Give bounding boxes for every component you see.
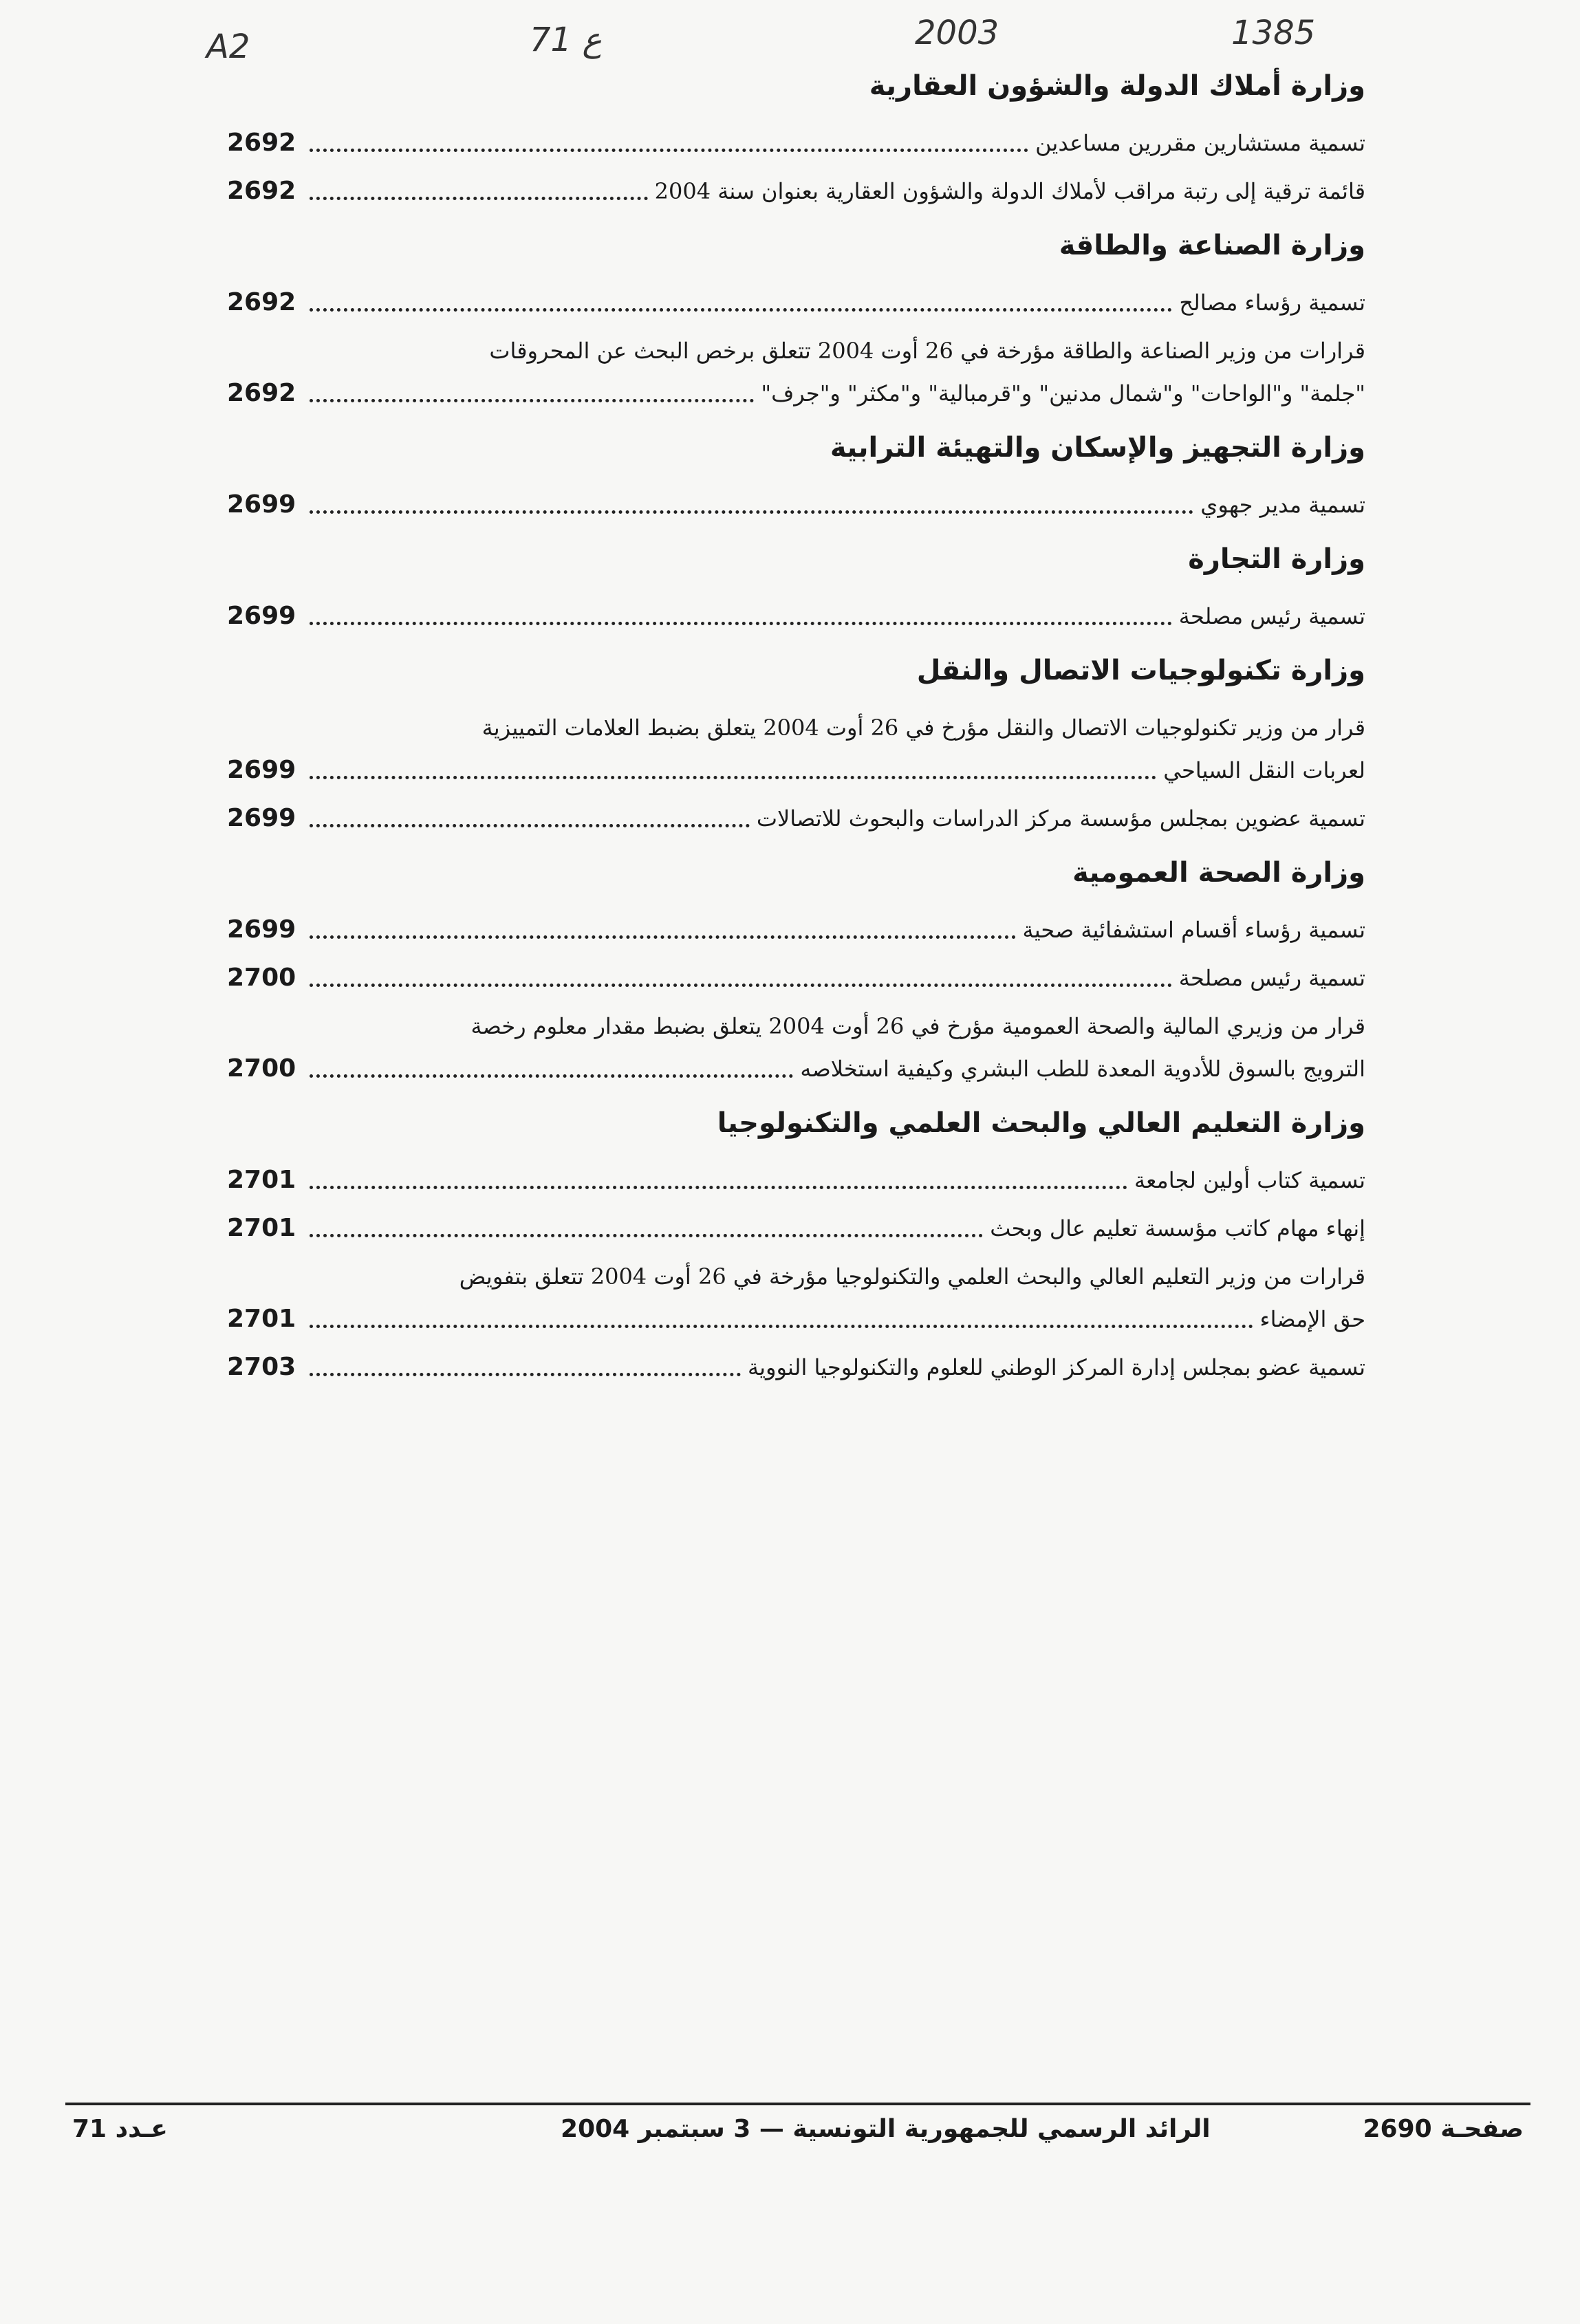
dot-leader xyxy=(310,824,750,827)
entry-text: تسمية عضوين بمجلس مؤسسة مركز الدراسات والبحوث للاتصالات xyxy=(756,805,1365,832)
entry-page-number: 2699 xyxy=(227,602,296,630)
entry-page-number: 2701 xyxy=(227,1214,296,1242)
toc-entry[interactable] xyxy=(227,170,1365,213)
entry-page-number: 2701 xyxy=(227,1305,296,1333)
toc-entry[interactable] xyxy=(227,484,1365,526)
entry-page-number: 2699 xyxy=(227,915,296,944)
handwritten-a2: A2 xyxy=(206,28,250,66)
ministry-section xyxy=(227,427,1365,526)
dot-leader xyxy=(310,776,1156,779)
toc-entry[interactable] xyxy=(227,281,1365,324)
entry-text: حق الإمضاء xyxy=(1259,1306,1365,1332)
entry-text: تسمية رؤساء أقسام استشفائية صحية xyxy=(1022,917,1365,943)
issue-number: عـدد 71 xyxy=(72,2115,168,2143)
entry-page-number: 2700 xyxy=(227,964,296,992)
entry-page-number: 2692 xyxy=(227,129,296,157)
entry-text-lead: قرارات من وزير الصناعة والطاقة مؤرخة في 26 أوت 2004 تتعلق برخص البحث عن المحروقات xyxy=(489,338,1365,364)
ministry-section xyxy=(227,852,1365,1090)
entry-page-number: 2700 xyxy=(227,1054,296,1083)
handwritten-number: 1385 xyxy=(1231,14,1316,52)
dot-leader xyxy=(310,1373,741,1376)
handwritten-year: 2003 xyxy=(915,14,999,52)
ministry-heading: وزارة الصناعة والطاقة xyxy=(1059,230,1365,261)
page-number: صفحـة 2690 xyxy=(1363,2115,1524,2143)
entry-text-lead: قرارات من وزير التعليم العالي والبحث العلمي والتكنولوجيا مؤرخة في 26 أوت 2004 تتعلق بتفويض xyxy=(459,1263,1365,1290)
toc-entry[interactable] xyxy=(227,797,1365,840)
journal-title: الرائد الرسمي للجمهورية التونسية — 3 سبتمبر 2004 xyxy=(561,2115,1211,2143)
ministry-heading: وزارة التعليم العالي والبحث العلمي والتكنولوجيا xyxy=(717,1107,1365,1139)
entry-text: لعربات النقل السياحي xyxy=(1163,757,1365,783)
dot-leader xyxy=(310,510,1193,514)
dot-leader xyxy=(310,1074,793,1078)
ministry-section xyxy=(227,539,1365,638)
handwritten-ref: 71 ع xyxy=(530,21,602,59)
toc-entry[interactable] xyxy=(227,1298,1365,1340)
entry-text: تسمية رئيس مصلحة xyxy=(1178,965,1365,991)
entry-page-number: 2692 xyxy=(227,288,296,316)
entry-text: الترويج بالسوق للأدوية المعدة للطب البشري وكيفية استخلاصه xyxy=(800,1056,1365,1082)
ministry-heading: وزارة الصحة العمومية xyxy=(1072,857,1365,889)
entry-text: تسمية رئيس مصلحة xyxy=(1178,603,1365,629)
ministry-section xyxy=(227,225,1365,415)
entry-text: تسمية كتاب أولين لجامعة xyxy=(1134,1167,1365,1193)
entry-page-number: 2699 xyxy=(227,490,296,519)
dot-leader xyxy=(310,197,648,200)
entry-page-number: 2701 xyxy=(227,1166,296,1194)
dot-leader xyxy=(310,984,1172,987)
ministry-heading: وزارة التجارة xyxy=(1188,543,1365,575)
dot-leader xyxy=(310,1325,1253,1328)
page-footer xyxy=(65,2115,1530,2156)
toc-entry[interactable] xyxy=(227,372,1365,415)
toc-entry[interactable] xyxy=(227,1207,1365,1250)
entry-text: "جلمة" و"الواحات" و"شمال مدنين" و"قرمبالية" و"مكثر" و"جرف" xyxy=(761,380,1365,406)
dot-leader xyxy=(310,622,1172,625)
ministry-heading: وزارة التجهيز والإسكان والتهيئة الترابية xyxy=(830,432,1365,464)
table-of-contents xyxy=(227,65,1365,1401)
ministry-section xyxy=(227,650,1365,840)
toc-entry[interactable] xyxy=(227,1047,1365,1090)
toc-entry[interactable] xyxy=(227,595,1365,638)
dot-leader xyxy=(310,935,1016,939)
entry-text: إنهاء مهام كاتب مؤسسة تعليم عال وبحث xyxy=(990,1215,1365,1241)
entry-page-number: 2703 xyxy=(227,1353,296,1381)
toc-entry[interactable] xyxy=(227,909,1365,951)
entry-page-number: 2692 xyxy=(227,379,296,407)
ministry-heading: وزارة أملاك الدولة والشؤون العقارية xyxy=(869,70,1365,102)
entry-page-number: 2699 xyxy=(227,756,296,784)
dot-leader xyxy=(310,1186,1127,1189)
entry-text: تسمية رؤساء مصالح xyxy=(1179,290,1365,316)
toc-entry[interactable] xyxy=(227,749,1365,792)
entry-text: تسمية مستشارين مقررين مساعدين xyxy=(1035,130,1365,156)
entry-text: تسمية مدير جهوي xyxy=(1200,492,1365,518)
dot-leader xyxy=(310,399,754,402)
footer-divider xyxy=(65,2103,1530,2105)
dot-leader xyxy=(310,149,1028,152)
entry-text-lead: قرار من وزيري المالية والصحة العمومية مؤرخ في 26 أوت 2004 يتعلق بضبط مقدار معلوم رخصة xyxy=(470,1013,1365,1039)
toc-entry[interactable] xyxy=(227,1346,1365,1389)
entry-text-lead: قرار من وزير تكنولوجيات الاتصال والنقل مؤرخ في 26 أوت 2004 يتعلق بضبط العلامات التمييزية xyxy=(481,715,1365,741)
entry-page-number: 2692 xyxy=(227,177,296,205)
dot-leader xyxy=(310,308,1172,312)
entry-text: تسمية عضو بمجلس إدارة المركز الوطني للعلوم والتكنولوجيا النووية xyxy=(747,1354,1365,1380)
ministry-section xyxy=(227,65,1365,213)
toc-entry[interactable] xyxy=(227,122,1365,164)
toc-entry[interactable] xyxy=(227,957,1365,999)
dot-leader xyxy=(310,1234,983,1237)
ministry-heading: وزارة تكنولوجيات الاتصال والنقل xyxy=(916,655,1365,686)
entry-page-number: 2699 xyxy=(227,804,296,832)
ministry-section xyxy=(227,1103,1365,1389)
entry-text: قائمة ترقية إلى رتبة مراقب لأملاك الدولة والشؤون العقارية بعنوان سنة 2004 xyxy=(654,178,1365,204)
toc-entry[interactable] xyxy=(227,1159,1365,1202)
